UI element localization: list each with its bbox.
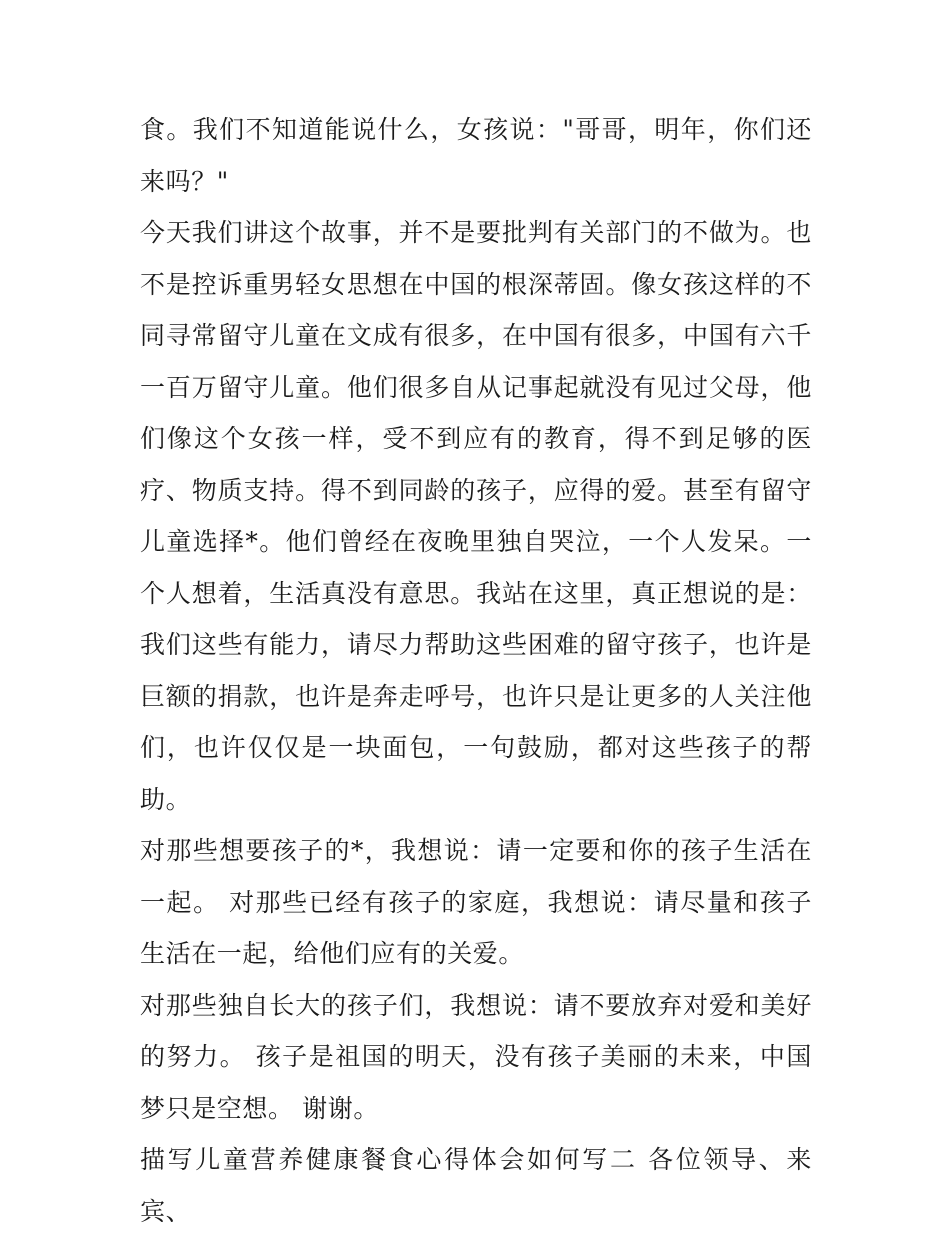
paragraph-2: 今天我们讲这个故事，并不是要批判有关部门的不做为。也不是控诉重男轻女思想在中国的根深蒂固。像女孩这样的不同寻常留守儿童在文成有很多，在中国有很多，中国有六千一百万留守儿童。他们很多自从记事起就没有见过父母，他们像这个女孩一样，受不到应有的教育，得不到足够的医疗、物质支持。得不到同龄的孩子，应得的爱。甚至有留守儿童选择*。他们曾经在夜晚里独自哭泣，一个人发呆。一个人想着，生活真没有意思。我站在这里，真正想说的是：我们这些有能力，请尽力帮助这些困难的留守孩子，也许是巨额的捐款，也许是奔走呼号，也许只是让更多的人关注他们，也许仅仅是一块面包，一句鼓励，都对这些孩子的帮助。 bbox=[140, 218, 812, 814]
paragraph-1: 食。我们不知道能说什么，女孩说："哥哥，明年，你们还来吗？" bbox=[140, 115, 812, 196]
document-body bbox=[140, 104, 812, 1237]
paragraph-5: 描写儿童营养健康餐食心得体会如何写二 各位领导、来宾、 bbox=[140, 1145, 812, 1226]
paragraph-3: 对那些想要孩子的*，我想说：请一定要和你的孩子生活在一起。 对那些已经有孩子的家庭，我想说：请尽量和孩子生活在一起，给他们应有的关爱。 bbox=[140, 836, 812, 968]
paragraph-4: 对那些独自长大的孩子们，我想说：请不要放弃对爱和美好的努力。 孩子是祖国的明天，没有孩子美丽的未来，中国梦只是空想。 谢谢。 bbox=[140, 990, 812, 1123]
